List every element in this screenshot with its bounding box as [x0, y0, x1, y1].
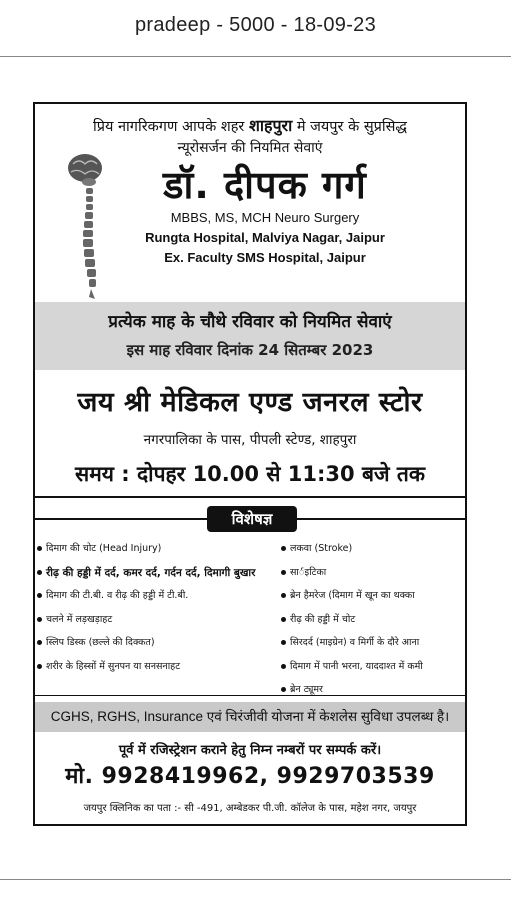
caption: pradeep - 5000 - 18-09-23 [135, 14, 376, 36]
intro-post: मे जयपुर के सुप्रसिद्ध [292, 119, 408, 135]
specialty-text: लकवा (Stroke) [290, 543, 353, 554]
intro-city: शाहपुरा [248, 116, 293, 135]
intro-pre: प्रिय नागरिकगण आपके शहर [92, 119, 249, 135]
phone-numbers: मो. 9928419962, 9929703539 [65, 764, 435, 789]
bullet-icon [37, 640, 42, 645]
specialty-item [281, 613, 465, 637]
bullet-icon [281, 664, 286, 669]
bullet-icon [281, 640, 286, 645]
specialty-text: रीढ़ की हड्डी में दर्द, कमर दर्द, गर्दन दर्द, दिमागी बुखार [46, 566, 256, 579]
specialty-text: दिमाग में पानी भरना, याददाश्त में कमी [290, 660, 423, 672]
bullet-icon [281, 546, 286, 551]
venue-time: समय : दोपहर 10.00 से 11:30 बजे तक [75, 462, 425, 486]
specialty-item [281, 542, 465, 566]
advertisement [33, 102, 467, 826]
specialty-text: सार्इटिका [290, 566, 327, 578]
specialties-left-column [37, 542, 285, 683]
intro-line-1 [35, 114, 465, 136]
bullet-icon [37, 664, 42, 669]
schedule-monthly: प्रत्येक माह के चौथे रविवार को नियमित सेवाएं [108, 312, 392, 332]
bullet-icon [37, 546, 42, 551]
specialty-text: स्लिप डिस्क (छल्ले की दिक्कत) [46, 637, 155, 648]
specialty-item [37, 542, 285, 566]
doctor-name: डॉ. दीपक गर्ग [163, 163, 367, 207]
specialties-box [33, 518, 467, 696]
specialty-item [281, 660, 465, 684]
preregistration-note: पूर्व में रजिस्ट्रेशन कराने हेतु निम्न नम्बरों पर सम्पर्क करें। [118, 743, 382, 758]
doctor-hospital: Rungta Hospital, Malviya Nagar, Jaipur [145, 230, 385, 245]
specialty-text: दिमाग की चोट (Head Injury) [46, 543, 162, 554]
specialty-text: ब्रेन ट्यूमर [290, 684, 323, 695]
specialty-item [281, 589, 465, 613]
bullet-icon [281, 593, 286, 598]
specialty-item [37, 589, 285, 613]
insurance-banner: CGHS, RGHS, Insurance एवं चिरंजीवी योजना में केशलेस सुविधा उपलब्ध है। [35, 702, 465, 732]
specialty-text: शरीर के हिस्सों में सुनपन या सनसनाहट [46, 660, 180, 672]
specialty-item [281, 636, 465, 660]
divider [35, 496, 465, 498]
doctor-faculty: Ex. Faculty SMS Hospital, Jaipur [164, 250, 366, 265]
bullet-icon [37, 617, 42, 622]
specialty-text: रीढ़ की हड्डी में चोट [290, 613, 356, 625]
specialty-item [37, 613, 285, 637]
specialties-title: विशेषज्ञ [207, 506, 297, 532]
specialty-text: चलने में लड़खड़ाहट [46, 613, 113, 625]
clinic-address: जयपुर क्लिनिक का पता :- सी -491, अम्बेडकर पी.जी. कॉलेज के पास, महेश नगर, जयपुर [83, 803, 417, 814]
doctor-degree: MBBS, MS, MCH Neuro Surgery [170, 210, 360, 225]
bullet-icon [37, 593, 42, 598]
specialty-item [37, 566, 285, 590]
specialty-item [37, 660, 285, 684]
specialties-right-column [281, 542, 465, 707]
intro-line-2: न्यूरोसर्जन की नियमित सेवाएं [177, 140, 323, 156]
bullet-icon [281, 687, 286, 692]
specialty-text: ब्रेन हैमरेज (दिमाग में खून का थक्का [290, 590, 415, 601]
bullet-icon [37, 570, 42, 575]
bullet-icon [281, 617, 286, 622]
specialty-text: दिमाग की टी.बी. व रीढ़ की हड्डी में टी.बी. [46, 590, 189, 601]
bullet-icon [281, 570, 286, 575]
venue-address: नगरपालिका के पास, पीपली स्टेण्ड, शाहपुरा [143, 432, 357, 448]
specialty-text: सिरदर्द (माइग्रेन) व मिर्गी के दौरे आना [290, 637, 420, 648]
venue-store: जय श्री मेडिकल एण्ड जनरल स्टोर [77, 387, 423, 418]
specialty-item [37, 636, 285, 660]
schedule-this-month: इस माह रविवार दिनांक 24 सितम्बर 2023 [126, 341, 374, 359]
specialty-item [281, 566, 465, 590]
